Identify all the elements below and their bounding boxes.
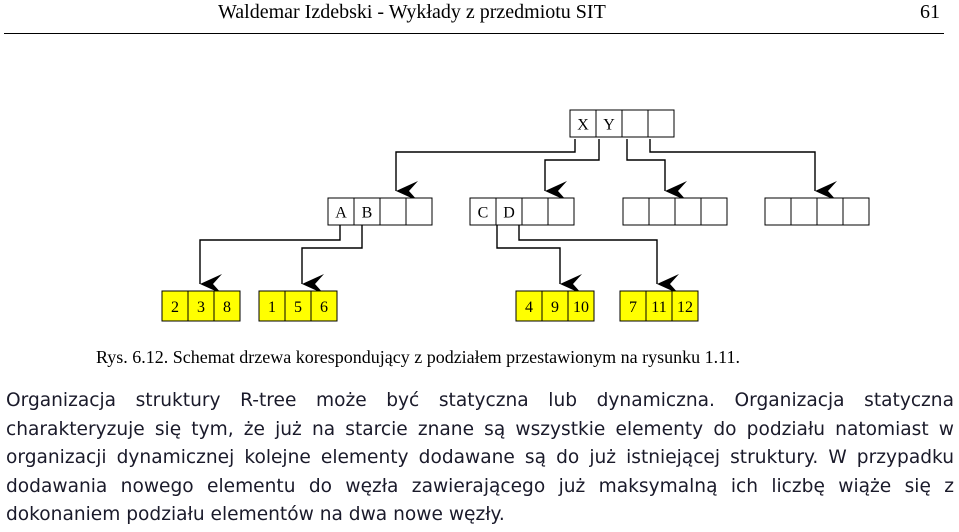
node-cell (701, 198, 727, 225)
page-number: 61 (920, 1, 940, 23)
connector-line (200, 225, 340, 284)
node-cell (522, 198, 548, 225)
connector-line (519, 225, 657, 284)
leaf-node-box (259, 291, 337, 321)
connector-line (302, 225, 362, 284)
leaf-node-box (516, 291, 594, 321)
connector-line (396, 139, 575, 191)
node-cell-label: 7 (629, 299, 637, 316)
node-cell (817, 198, 843, 225)
level1-node-box (328, 198, 432, 225)
node-cell (791, 198, 817, 225)
node-cell (622, 110, 648, 137)
node-cell (649, 198, 675, 225)
leaf-node-box (162, 291, 240, 321)
node-cell-label: 3 (197, 299, 205, 316)
level1-node-box (470, 198, 574, 225)
node-cell-label: Y (603, 116, 615, 134)
body-paragraph: Organizacja struktury R-tree może być statyczna lub dynamiczna. Organizacja statyczna charakteryzuje się tym, że już na starcie znane są wszystkie elementy do podziału natomiast w organizacji dynamicznej kolejne elementy dodawane są do już istniejącej struktury. W przypadku dodawania nowego elementu do węzła zawierającego już maksymalną ich liczbę wiąże się z dokonaniem podziału elementów na dwa nowe węzły. (6, 390, 954, 525)
node-cell (648, 110, 674, 137)
node-cell (548, 198, 574, 225)
node-cell (406, 198, 432, 225)
level1-nodes (328, 198, 869, 225)
node-cell (380, 198, 406, 225)
node-cell-label: A (335, 204, 347, 222)
root-node-box (570, 110, 674, 137)
leaf-node-box (620, 291, 698, 321)
node-cell-label: 11 (651, 299, 667, 316)
node-cell-label: D (503, 204, 515, 222)
node-cell-label: C (477, 204, 489, 222)
connector-line (545, 139, 599, 191)
node-cell (623, 198, 649, 225)
figure-caption: Rys. 6.12. Schemat drzewa korespondujący z podziałem przestawionym na rysunku 1.11. (96, 347, 740, 367)
root-node (570, 110, 674, 137)
root-connectors (396, 139, 815, 191)
connector-line (650, 139, 815, 191)
node-cell-label: 9 (551, 299, 559, 316)
node-cell-label: 4 (525, 299, 533, 316)
node-cell-label: 12 (677, 299, 693, 316)
node-cell-label: 6 (320, 299, 328, 316)
node-cell (765, 198, 791, 225)
node-cell-label: 10 (573, 299, 589, 316)
node-cell (843, 198, 869, 225)
connector-line (627, 139, 665, 191)
leaf-nodes (162, 291, 698, 321)
node-cell-label: 1 (268, 299, 276, 316)
node-cell-label: 2 (171, 299, 179, 316)
node-cell-label: B (361, 204, 373, 222)
leaf-connectors (200, 225, 657, 284)
running-header: Waldemar Izdebski - Wykłady z przedmiotu SIT (218, 1, 606, 23)
connector-line (497, 225, 560, 284)
node-cell-label: X (577, 116, 589, 134)
level1-node-box (765, 198, 869, 225)
level1-node-box (623, 198, 727, 225)
node-cell-label: 5 (294, 299, 302, 316)
node-cell (675, 198, 701, 225)
node-cell-label: 8 (223, 299, 231, 316)
